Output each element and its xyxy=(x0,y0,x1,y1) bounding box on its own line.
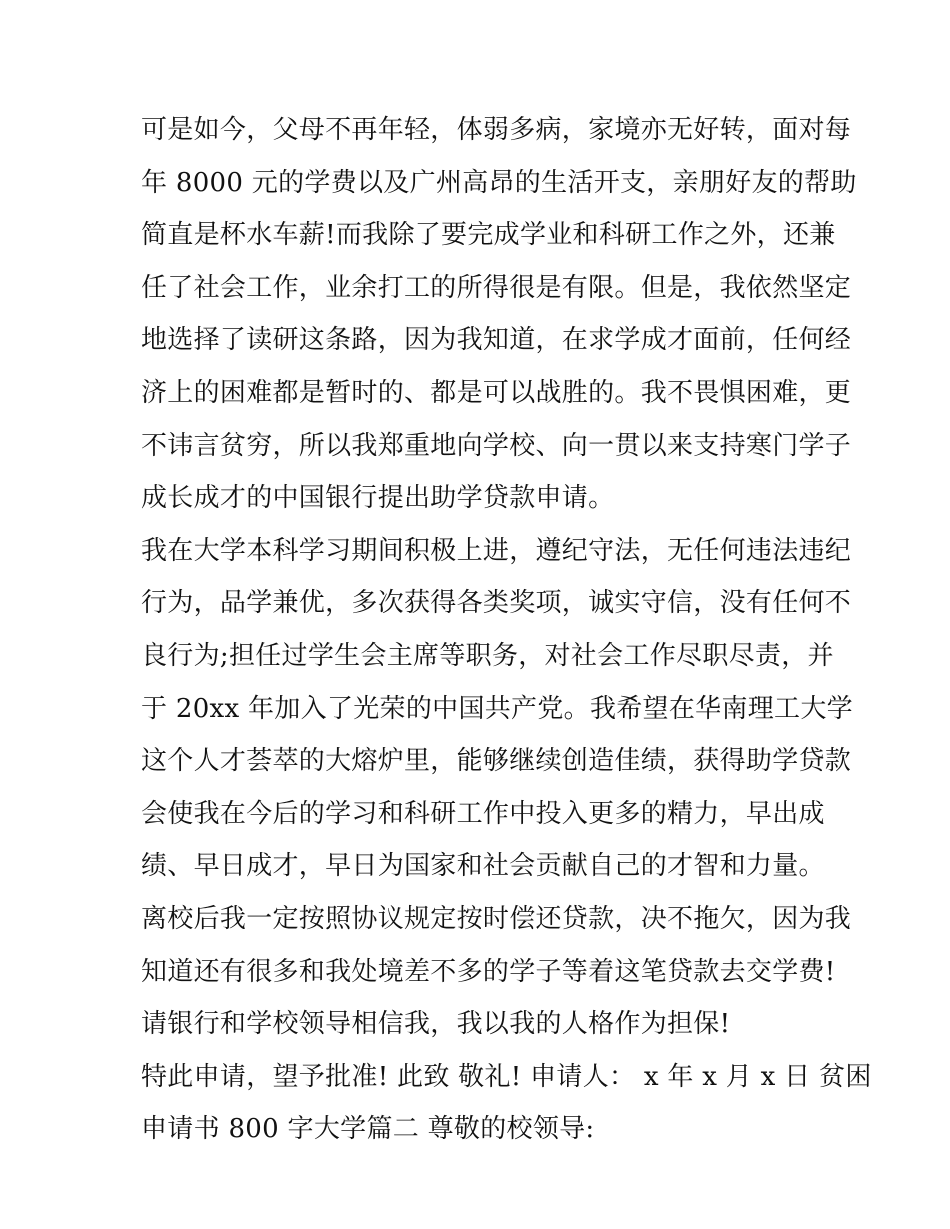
text-line: 行为，品学兼优，多次获得各类奖项，诚实守信，没有任何不 xyxy=(141,588,852,619)
text-line: 成长成才的中国银行提出助学贷款申请。 xyxy=(141,483,615,514)
text-line: 我在大学本科学习期间积极上进，遵纪守法，无任何违法违纪 xyxy=(141,535,852,566)
text-line: 会使我在今后的学习和科研工作中投入更多的精力，早出成 xyxy=(141,798,825,829)
text-line: 地选择了读研这条路，因为我知道，在求学成才面前，任何经 xyxy=(141,325,852,356)
text-line: 知道还有很多和我处境差不多的学子等着这笔贷款去交学费! xyxy=(141,956,836,987)
text-line: 简直是杯水车薪!而我除了要完成学业和科研工作之外，还兼 xyxy=(141,220,836,251)
text-line: 请银行和学校领导相信我，我以我的人格作为担保! xyxy=(141,1009,731,1040)
text-line: 绩、早日成才，早日为国家和社会贡献自己的才智和力量。 xyxy=(141,851,825,882)
document-body xyxy=(141,104,872,1156)
text-line: 不讳言贫穷，所以我郑重地向学校、向一贯以来支持寒门学子 xyxy=(141,430,852,461)
text-line: 济上的困难都是暂时的、都是可以战胜的。我不畏惧困难，更 xyxy=(141,377,852,408)
text-line: 任了社会工作，业余打工的所得很是有限。但是，我依然坚定 xyxy=(141,272,852,303)
text-line: 年 8000 元的学费以及广州高昂的生活开支，亲朋好友的帮助 xyxy=(141,167,857,198)
text-line: 良行为;担任过学生会主席等职务，对社会工作尽职尽责，并 xyxy=(141,640,834,671)
text-line: 特此申请，望予批准! 此致 敬礼! 申请人： x 年 x 月 x 日 贫困 xyxy=(141,1061,872,1092)
text-line: 于 20xx 年加入了光荣的中国共产党。我希望在华南理工大学 xyxy=(141,693,853,724)
text-line: 申请书 800 字大学篇二 尊敬的校领导: xyxy=(141,1114,595,1145)
text-line: 可是如今，父母不再年轻，体弱多病，家境亦无好转，面对每 xyxy=(141,115,852,145)
text-line: 这个人才荟萃的大熔炉里，能够继续创造佳绩，获得助学贷款 xyxy=(141,746,852,777)
text-line: 离校后我一定按照协议规定按时偿还贷款，决不拖欠，因为我 xyxy=(141,903,852,934)
